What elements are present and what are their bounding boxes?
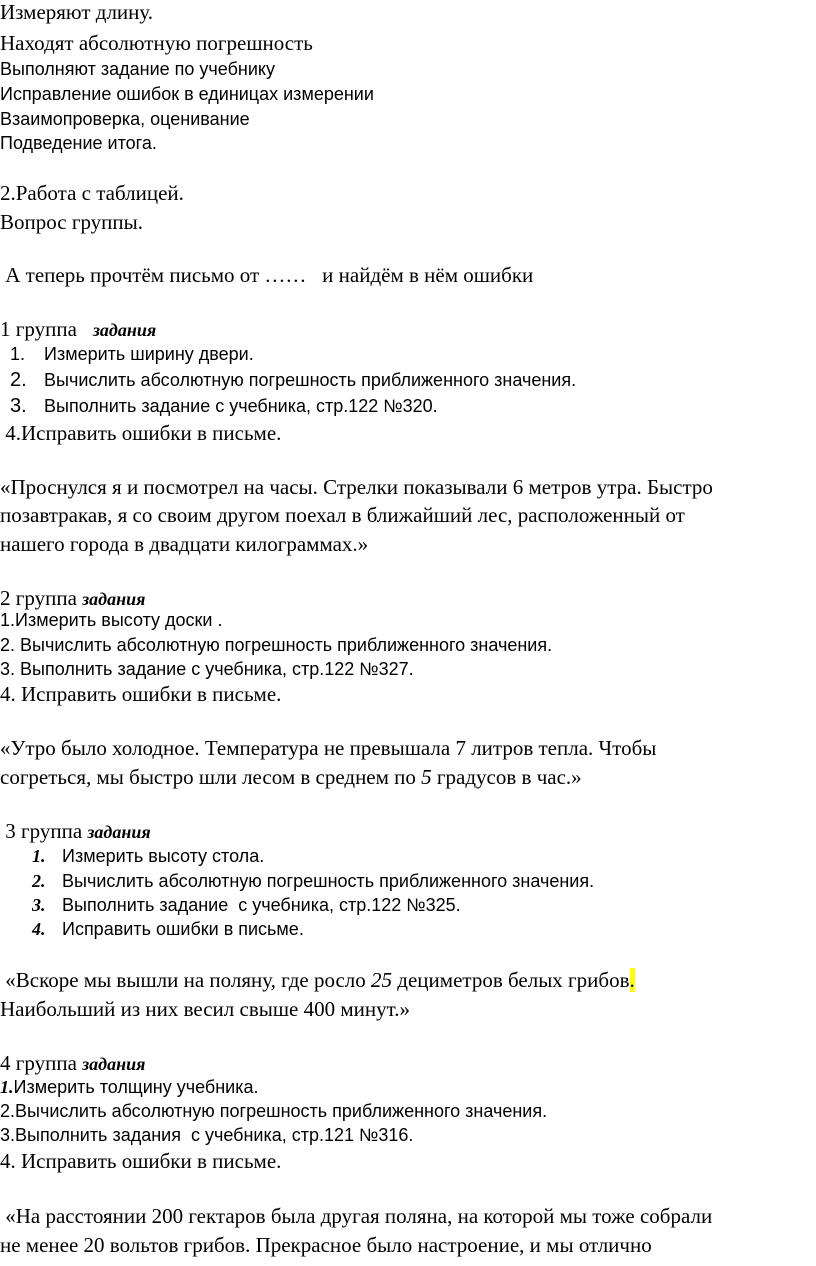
- task-number: 4.: [32, 919, 46, 939]
- group3-task: [32, 872, 594, 890]
- group3-title: 3 группа: [0, 819, 88, 843]
- task-number: 2.: [32, 871, 46, 891]
- group2-task: 1.Измерить высоту доски .: [0, 610, 223, 630]
- task-number: 1.: [10, 344, 26, 364]
- group2-task: 2. Вычислить абсолютную погрешность приближенного значения.: [0, 635, 553, 655]
- group4-heading: [0, 1053, 145, 1074]
- letter-line: [0, 767, 582, 788]
- task-number: 3.: [10, 395, 27, 417]
- intro-line: Взаимопроверка, оценивание: [0, 109, 250, 129]
- task-text: Измерить высоту стола.: [62, 846, 265, 866]
- group3-task: [32, 896, 461, 914]
- intro-line: Измеряют длину.: [0, 0, 154, 24]
- task-text: Выполнить задание с учебника, стр.122 №320.: [44, 396, 438, 416]
- group4-task: 3.Выполнить задания с учебника, стр.121 №316.: [0, 1125, 414, 1145]
- letter-number: 5: [421, 765, 432, 789]
- highlighted-period: .: [629, 968, 635, 992]
- group1-tasks-label: задания: [92, 320, 157, 340]
- group3-task: [32, 847, 264, 865]
- task-text: Вычислить абсолютную погрешность приближенного значения.: [44, 370, 577, 390]
- letter-number: 25: [371, 968, 393, 992]
- letter-line: «Проснулся я и посмотрел на часы. Стрелки показывали 6 метров утра. Быстро: [0, 475, 713, 499]
- letter-line: «На расстоянии 200 гектаров была другая поляна, на которой мы тоже собрали: [0, 1204, 713, 1228]
- task-number: 2.: [10, 369, 27, 391]
- group2-title: 2 группа: [0, 586, 83, 610]
- letter-line: позавтракав, я со своим другом поехал в ближайший лес, расположенный от: [0, 503, 685, 527]
- letter-text: согреться, мы быстро шли лесом в среднем по: [0, 765, 422, 789]
- group3-tasks-label: задания: [87, 822, 151, 842]
- letter-line: [0, 970, 635, 991]
- intro-line: Подведение итога.: [0, 133, 157, 153]
- group4-title: 4 группа: [0, 1051, 83, 1075]
- intro-line: Исправление ошибок в единицах измерении: [0, 84, 374, 104]
- group1-task: 4.Исправить ошибки в письме.: [0, 421, 282, 445]
- group3-task: [32, 920, 304, 938]
- section-question: Вопрос группы.: [0, 210, 144, 234]
- group2-task: 4. Исправить ошибки в письме.: [0, 682, 282, 706]
- group1-title: 1 группа: [0, 317, 77, 341]
- group4-task: 2.Вычислить абсолютную погрешность приближенного значения.: [0, 1101, 548, 1121]
- group1-task: [10, 370, 576, 390]
- group1-task: [10, 396, 438, 416]
- task-number: 3.: [32, 895, 46, 915]
- intro-line: Находят абсолютную погрешность: [0, 31, 313, 55]
- letter-intro: А теперь прочтём письмо от …… и найдём в нём ошибки: [0, 263, 534, 287]
- task-text: Выполнить задание с учебника, стр.122 №325.: [62, 895, 461, 915]
- group4-task: 4. Исправить ошибки в письме.: [0, 1149, 282, 1173]
- task-text: Вычислить абсолютную погрешность приближенного значения.: [62, 871, 595, 891]
- task-number: 1.: [32, 846, 46, 866]
- task-text: Исправить ошибки в письме.: [62, 919, 304, 939]
- section-heading: 2.Работа с таблицей.: [0, 181, 184, 205]
- letter-text: дециметров белых грибов: [392, 968, 630, 992]
- letter-line: Наибольший из них весил свыше 400 минут.»: [0, 997, 410, 1021]
- group2-heading: [0, 588, 145, 609]
- letter-line: «Утро было холодное. Температура не превышала 7 литров тепла. Чтобы: [0, 736, 657, 760]
- task-number: 1.: [0, 1077, 14, 1097]
- group4-task: [0, 1078, 259, 1096]
- group2-task: 3. Выполнить задание с учебника, стр.122 №327.: [0, 659, 414, 679]
- group2-tasks-label: задания: [82, 589, 146, 609]
- letter-text: «Вскоре мы вышли на поляну, где росло: [0, 968, 372, 992]
- group4-tasks-label: задания: [82, 1054, 146, 1074]
- letter-line: не менее 20 вольтов грибов. Прекрасное было настроение, и мы отлично: [0, 1233, 652, 1257]
- intro-line: Выполняют задание по учебнику: [0, 59, 275, 79]
- letter-text: градусов в час.»: [431, 765, 582, 789]
- task-text: Измерить ширину двери.: [44, 344, 254, 364]
- letter-line: нашего города в двадцати килограммах.»: [0, 532, 369, 556]
- group1-heading: [0, 319, 156, 340]
- group1-task: [10, 345, 254, 363]
- task-text: Измерить толщину учебника.: [13, 1077, 259, 1097]
- group3-heading: [0, 821, 151, 842]
